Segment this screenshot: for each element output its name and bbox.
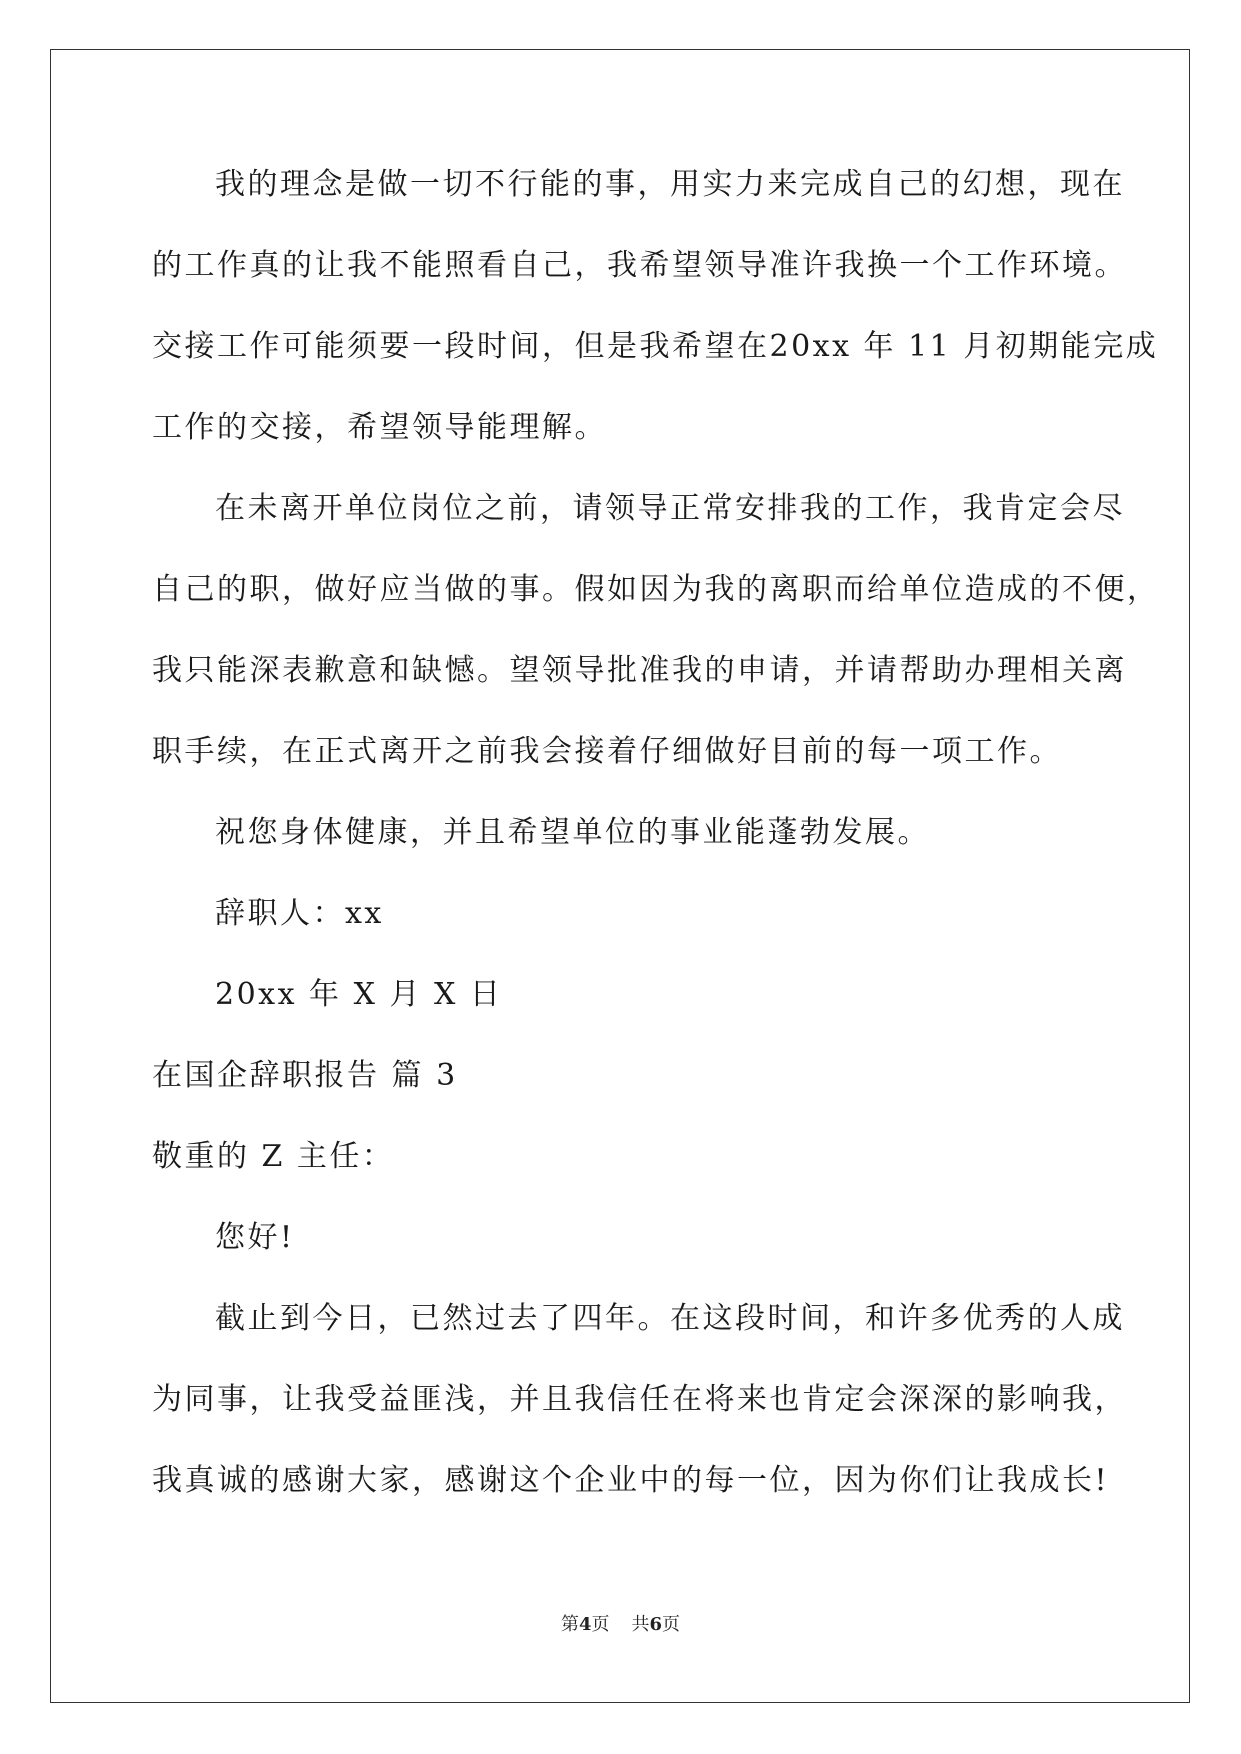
paragraph-line: 为同事，让我受益匪浅，并且我信任在将来也肯定会深深的影响我， — [152, 1382, 1127, 1417]
salutation: 敬重的 Z 主任： — [152, 1139, 395, 1174]
signature-line: 辞职人：xx — [215, 896, 384, 931]
paragraph-line: 职手续，在正式离开之前我会接着仔细做好目前的每一项工作。 — [152, 734, 1062, 769]
paragraph-line: 我的理念是做一切不行能的事，用实力来完成自己的幻想，现在 — [215, 167, 1125, 202]
page-suffix: 页 — [591, 1614, 610, 1635]
paragraph-line: 在未离开单位岗位之前，请领导正常安排我的工作，我肯定会尽 — [215, 491, 1125, 526]
date-line: 20xx 年 X 月 X 日 — [215, 977, 503, 1012]
total-suffix: 页 — [662, 1614, 681, 1635]
paragraph-line: 交接工作可能须要一段时间，但是我希望在20xx 年 11 月初期能完成 — [152, 329, 1159, 364]
total-page-number: 6 — [649, 1614, 663, 1635]
total-prefix: 共 — [631, 1614, 650, 1635]
paragraph-line: 工作的交接，希望领导能理解。 — [152, 410, 607, 445]
paragraph-line: 截止到今日，已然过去了四年。在这段时间，和许多优秀的人成 — [215, 1301, 1125, 1336]
paragraph-line: 我只能深表歉意和缺憾。望领导批准我的申请，并请帮助办理相关离 — [152, 653, 1127, 688]
greeting: 您好! — [215, 1220, 295, 1255]
closing-line: 祝您身体健康，并且希望单位的事业能蓬勃发展。 — [215, 815, 930, 850]
page-prefix: 第 — [560, 1614, 579, 1635]
paragraph-line: 我真诚的感谢大家，感谢这个企业中的每一位，因为你们让我成长! — [152, 1463, 1110, 1498]
section-heading: 在国企辞职报告 篇 3 — [152, 1058, 458, 1093]
paragraph-line: 的工作真的让我不能照看自己，我希望领导准许我换一个工作环境。 — [152, 248, 1127, 283]
document-body — [152, 165, 1160, 1542]
paragraph-line: 自己的职，做好应当做的事。假如因为我的离职而给单位造成的不便， — [152, 572, 1160, 607]
page-footer — [0, 1610, 1241, 1636]
current-page-number: 4 — [578, 1614, 592, 1635]
